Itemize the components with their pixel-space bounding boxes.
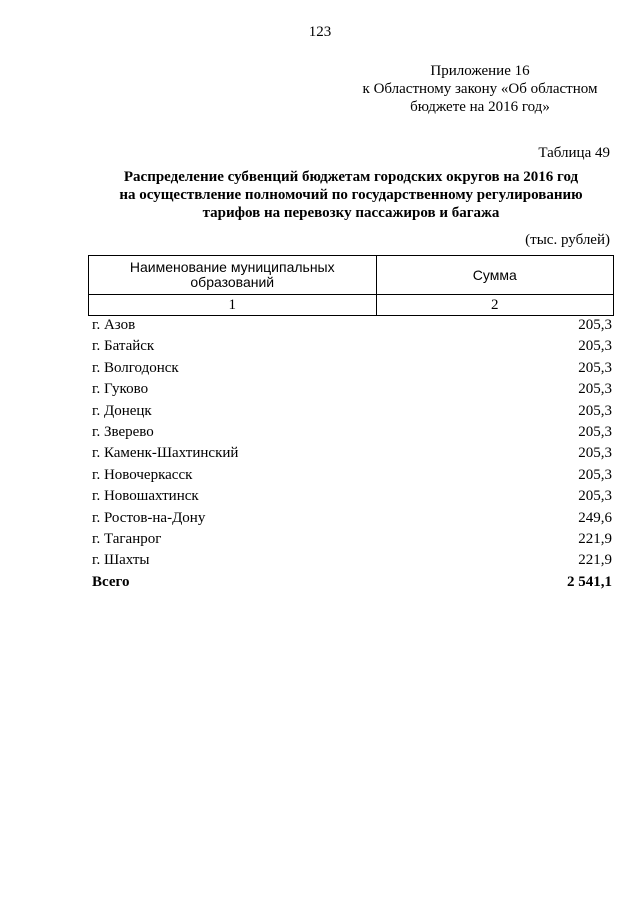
total-value: 2 541,1 (567, 573, 612, 590)
row-value: 249,6 (578, 509, 612, 526)
title-line-2: на осуществление полномочий по государственному регулированию (119, 187, 583, 203)
table-header (88, 255, 614, 316)
row-value: 205,3 (578, 381, 612, 398)
total-row (92, 572, 612, 593)
row-name: г. Каменк-Шахтинский (92, 445, 239, 462)
appendix-line-1: Приложение 16 (430, 63, 530, 79)
header-column-number-2: 2 (376, 295, 614, 316)
row-name: г. Волгодонск (92, 359, 179, 376)
row-name: г. Ростов-на-Дону (92, 509, 206, 526)
row-name: г. Батайск (92, 338, 155, 355)
page-number: 123 (308, 24, 332, 40)
total-label: Всего (92, 573, 130, 590)
document-title (88, 168, 614, 222)
table-label: Таблица 49 (538, 145, 610, 161)
row-value: 221,9 (578, 530, 612, 547)
title-line-1: Распределение субвенций бюджетам городских округов на 2016 год (123, 169, 579, 185)
units-label: (тыс. рублей) (525, 232, 610, 248)
table-row (92, 379, 612, 400)
row-value: 205,3 (578, 359, 612, 376)
table-row (92, 508, 612, 529)
row-name: г. Новочеркасск (92, 466, 193, 483)
header-column-number-1: 1 (89, 295, 377, 316)
table-row (92, 358, 612, 379)
table-row (92, 422, 612, 443)
appendix-line-3: бюджете на 2016 год» (410, 99, 550, 115)
header-name-line-2: образований (190, 274, 275, 290)
table-row (92, 486, 612, 507)
header-name-cell (89, 256, 377, 295)
table-row (92, 529, 612, 550)
row-value: 205,3 (578, 423, 612, 440)
table-row (92, 465, 612, 486)
row-name: г. Гуково (92, 381, 149, 398)
row-value: 205,3 (578, 402, 612, 419)
appendix-caption (350, 62, 610, 116)
row-name: г. Зверево (92, 423, 154, 440)
header-name-line-1: Наименование муниципальных (129, 259, 335, 275)
row-name: г. Азов (92, 317, 136, 333)
row-value: 205,3 (578, 466, 612, 483)
row-value: 205,3 (578, 445, 612, 462)
row-value: 205,3 (578, 317, 612, 333)
title-line-3: тарифов на перевозку пассажиров и багажа (202, 205, 500, 221)
table-row (92, 315, 612, 336)
table-body (92, 315, 612, 593)
row-value: 205,3 (578, 488, 612, 505)
row-name: г. Шахты (92, 552, 150, 569)
table-row (92, 401, 612, 422)
header-sum-cell: Сумма (376, 256, 614, 295)
row-name: г. Таганрог (92, 530, 162, 547)
table-row (92, 550, 612, 571)
row-value: 221,9 (578, 552, 612, 569)
row-name: г. Новошахтинск (92, 488, 199, 505)
table-row (92, 336, 612, 357)
table-row (92, 443, 612, 464)
row-name: г. Донецк (92, 402, 152, 419)
appendix-line-2: к Областному закону «Об областном (362, 81, 598, 97)
row-value: 205,3 (578, 338, 612, 355)
